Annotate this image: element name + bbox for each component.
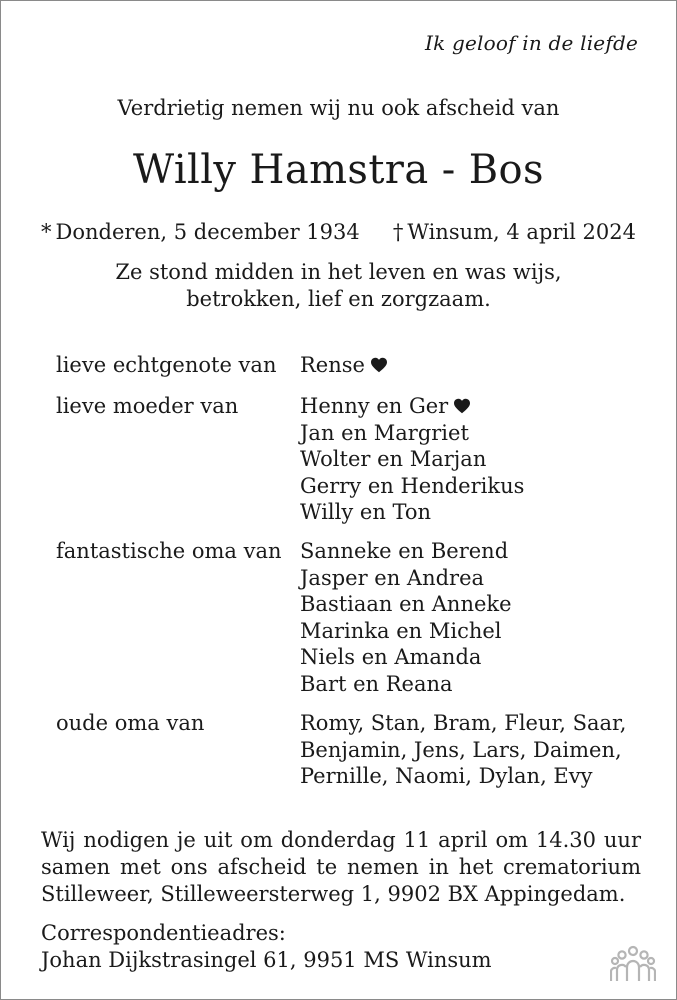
relation-role: oude oma van bbox=[56, 711, 205, 735]
relation-person-name: Romy, Stan, Bram, Fleur, Saar, bbox=[300, 711, 627, 735]
relation-person-name: Marinka en Michel bbox=[300, 618, 502, 643]
invitation-line: samen met ons afscheid te nemen in het crematorium bbox=[41, 855, 641, 879]
death-text: Winsum, 4 april 2024 bbox=[407, 220, 636, 244]
relation-person bbox=[300, 591, 645, 618]
invitation bbox=[41, 827, 641, 908]
relation-person-name: Henny en Ger bbox=[300, 394, 449, 418]
relation-people bbox=[300, 352, 645, 379]
relation-person bbox=[300, 644, 645, 671]
relation-person-name: Rense bbox=[300, 353, 365, 377]
relation-person bbox=[300, 538, 645, 565]
birth-info bbox=[41, 220, 360, 244]
relation-person bbox=[300, 393, 645, 420]
relation-person bbox=[300, 565, 645, 592]
correspondence-address: Johan Dijkstrasingel 61, 9951 MS Winsum bbox=[41, 948, 492, 972]
relation-person-name: Jasper en Andrea bbox=[300, 565, 485, 590]
deceased-name: Willy Hamstra - Bos bbox=[133, 147, 544, 193]
relation-people bbox=[300, 538, 645, 697]
relation-people bbox=[300, 710, 645, 790]
relation-person-name: Sanneke en Berend bbox=[300, 539, 509, 563]
relation-person bbox=[300, 710, 645, 737]
relation-person-name: Bastiaan en Anneke bbox=[300, 592, 512, 616]
heart-icon bbox=[370, 353, 388, 369]
relation-person-name: Jan en Margriet bbox=[300, 420, 469, 445]
relation-role: fantastische oma van bbox=[56, 539, 282, 563]
relation-person-name: Pernille, Naomi, Dylan, Evy bbox=[300, 764, 593, 788]
correspondence-label: Correspondentieadres: bbox=[41, 921, 286, 945]
people-group-logo-icon bbox=[610, 945, 656, 983]
death-info bbox=[393, 220, 636, 244]
life-line: Ze stond midden in het leven en was wijs, bbox=[115, 260, 562, 284]
heart-icon bbox=[453, 394, 471, 410]
death-symbol: † bbox=[392, 220, 404, 244]
relation-person bbox=[300, 352, 645, 379]
relation-person bbox=[300, 618, 645, 645]
relation-person bbox=[300, 671, 645, 698]
relation-person-name: Wolter en Marjan bbox=[300, 447, 487, 471]
invitation-line: Wij nodigen je uit om donderdag 11 april om 14.30 uur bbox=[41, 828, 641, 852]
relation-person bbox=[300, 420, 645, 447]
relation-person-name: Benjamin, Jens, Lars, Daimen, bbox=[300, 737, 622, 762]
invitation-line: Stilleweer, Stilleweersterweg 1, 9902 BX Appingedam. bbox=[41, 882, 626, 906]
relation-person-name: Bart en Reana bbox=[300, 671, 453, 696]
relation-people bbox=[300, 393, 645, 526]
relation-role: lieve echtgenote van bbox=[56, 353, 277, 377]
birth-text: Donderen, 5 december 1934 bbox=[55, 220, 360, 244]
correspondence bbox=[41, 920, 492, 974]
relation-person bbox=[300, 446, 645, 473]
life-line: betrokken, lief en zorgzaam. bbox=[186, 287, 491, 311]
relation-person bbox=[300, 763, 645, 790]
relation-person bbox=[300, 499, 645, 526]
relation-person bbox=[300, 737, 645, 764]
relation-role: lieve moeder van bbox=[56, 394, 239, 418]
intro-text: Verdrietig nemen wij nu ook afscheid van bbox=[117, 96, 560, 120]
relation-person bbox=[300, 473, 645, 500]
motto: Ik geloof in de liefde bbox=[425, 31, 638, 55]
relation-person-name: Gerry en Henderikus bbox=[300, 473, 525, 498]
relation-person-name: Niels en Amanda bbox=[300, 645, 482, 669]
relation-person-name: Willy en Ton bbox=[300, 500, 432, 524]
birth-symbol: * bbox=[41, 220, 52, 244]
life-description bbox=[1, 259, 676, 313]
